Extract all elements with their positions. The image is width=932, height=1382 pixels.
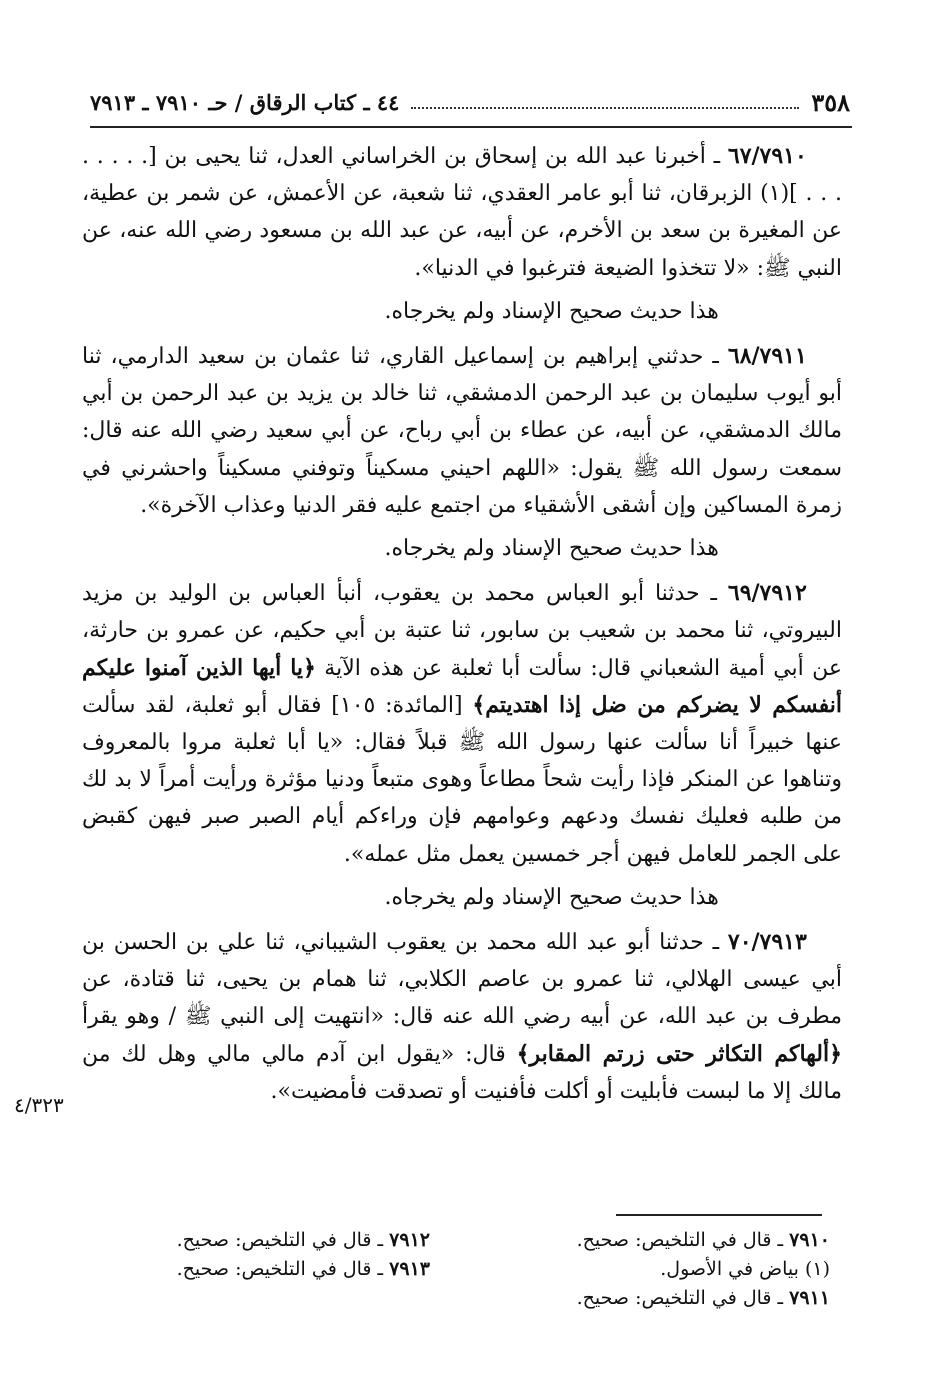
- hadith-verdict: هذا حديث صحيح الإسناد ولم يخرجاه.: [384, 536, 719, 562]
- hadith-number: ٦٧/٧٩١٠: [727, 143, 807, 169]
- hadith-number: ٧٠/٧٩١٣: [727, 929, 807, 956]
- quran-verse: ﴿يا أيها الذين آمنوا عليكم أنفسكم لا يضركم من ضل إذا اهتديتم﴾: [82, 654, 843, 718]
- footnotes-right-column: [460, 1226, 830, 1313]
- quran-verse: ﴿ألهاكم التكاثر حتى زرتم المقابر﴾: [516, 1040, 842, 1067]
- hadith-text: ـ حدثنا أبو العباس محمد بن يعقوب، أنبأ العباس بن الوليد بن مزيد البيروتي، ثنا محمد بن شعيب بن سابور، ثنا عتبة بن أبي حكيم، عن عمرو بن حارثة، عن أبي أمية الشعباني قال: سألت أبا ثعلبة عن هذه الآية: [82, 581, 842, 681]
- header-dot-leader: [411, 95, 799, 109]
- footnotes-left-column: [100, 1226, 430, 1284]
- footnote: (١) بياض في الأصول.: [660, 1258, 830, 1280]
- hadith-verdict: هذا حديث صحيح الإسناد ولم يخرجاه.: [384, 298, 719, 324]
- hadith-text: ـ حدثني إبراهيم بن إسماعيل القاري، ثنا عثمان بن سعيد الدارمي، ثنا أبو أيوب سليمان بن عبد الرحمن الدمشقي، ثنا خالد بن يزيد بن عبد الرحمن بن أبي مالك الدمشقي، عن أبيه، عن عطاء بن أبي رباح، عن أبي سعيد رضي الله عنه قال: سمعت رسول الله ﷺ يقول: «اللهم احيني مسكيناً وتوفني مسكيناً واحشرني في زمرة المساكين وإن أشقى الأشقياء من اجتمع عليه فقر الدنيا وعذاب الآخرة».: [82, 344, 842, 518]
- footnote: ٧٩١١ ـ قال في التلخيص: صحيح.: [576, 1287, 830, 1309]
- page-header: [90, 82, 850, 122]
- hadith-7912: [82, 575, 842, 873]
- hadith-7913: [82, 924, 842, 1110]
- main-text: [82, 138, 842, 1110]
- margin-reference: ٤/٣٢٣: [14, 1093, 64, 1117]
- footnote-rule: [616, 1214, 822, 1216]
- hadith-number: ٦٨/٧٩١١: [727, 343, 807, 370]
- header-rule: [90, 126, 852, 128]
- hadith-text: ـ حدثنا أبو عبد الله محمد بن يعقوب الشيباني، ثنا علي بن الحسن بن أبي عيسى الهلالي، ثنا عمرو بن عاصم الكلابي، ثنا همام بن يحيى، ثنا قتادة، عن مطرف بن عبد الله، عن أبيه رضي الله عنه قال: «انتهيت إلى النبي ﷺ / وهو يقرأ: [82, 930, 842, 1030]
- hadith-text-cont: [المائدة: ١٠٥] فقال أبو ثعلبة، لقد سألت عنها خبيراً أنا سألت عنها رسول الله ﷺ قبلاً فقال: «يا أبا ثعلبة مروا بالمعروف وتناهوا عن المنكر فإذا رأيت شحاً مطاعاً وهوى متبعاً ودنيا مؤثرة ورأيت أمراً لا بد لك من طلبه فعليك نفسك ودعهم وعوامهم فإن وراءكم أيام الصبر صبر فيهن كقبض على الجمر للعامل فيهن أجر خمسين يعمل مثل عمله».: [82, 692, 842, 867]
- footnote: ٧٩١٣ ـ قال في التلخيص: صحيح.: [176, 1258, 430, 1280]
- footnote: ٧٩١٠ ـ قال في التلخيص: صحيح.: [576, 1229, 830, 1251]
- hadith-number: ٦٩/٧٩١٢: [727, 580, 807, 607]
- hadith-verdict: هذا حديث صحيح الإسناد ولم يخرجاه.: [384, 884, 719, 910]
- hadith-7911: [82, 338, 842, 524]
- hadith-text-cont: قال: «يقول ابن آدم مالي مالي وهل لك من مالك إلا ما لبست فأبليت أو أكلت فأفنيت أو تصدقت فأمضيت».: [82, 1041, 842, 1104]
- footnote: ٧٩١٢ ـ قال في التلخيص: صحيح.: [176, 1229, 430, 1251]
- running-head: ٤٤ ـ كتاب الرقاق / حـ ٧٩١٠ ـ ٧٩١٣: [90, 89, 400, 115]
- hadith-7910: [82, 138, 842, 287]
- hadith-text: ـ أخبرنا عبد الله بن إسحاق بن الخراساني العدل، ثنا يحيى بن [. . . . . . . . ](١) الزبرقان، ثنا أبو عامر العقدي، ثنا شعبة، عن الأعمش، عن شمر بن عطية، عن المغيرة بن سعد بن الأخرم، عن أبيه، عن عبد الله بن مسعود رضي الله عنه، عن النبي ﷺ: «لا تتخذوا الضيعة فترغبوا في الدنيا».: [82, 144, 843, 281]
- page-number: ٣٥٨: [811, 87, 850, 117]
